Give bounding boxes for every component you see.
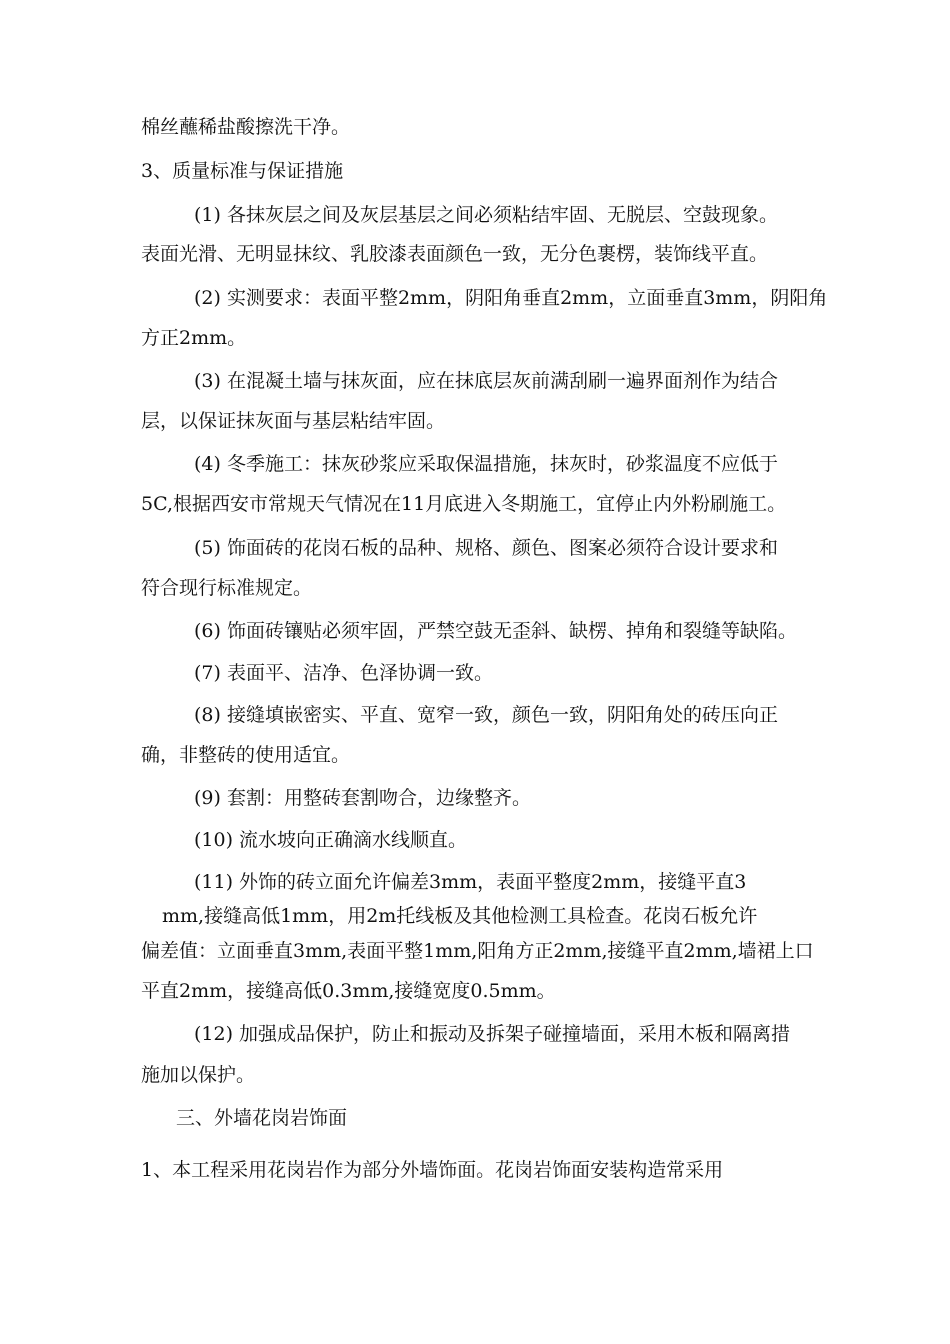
text-line: (8) 接缝填嵌密实、平直、宽窄一致，颜色一致，阴阳角处的砖压向正: [194, 704, 778, 726]
text-line: (4) 冬季施工：抹灰砂浆应采取保温措施，抹灰时，砂浆温度不应低于: [194, 453, 778, 475]
text-line: (10) 流水坡向正确滴水线顺直。: [194, 829, 468, 851]
text-line: (12) 加强成品保护，防止和振动及拆架子碰撞墙面，采用木板和隔离措: [194, 1023, 791, 1045]
text-line: 符合现行标准规定。: [141, 577, 313, 599]
text-line: (6) 饰面砖镶贴必须牢固，严禁空鼓无歪斜、缺楞、掉角和裂缝等缺陷。: [194, 620, 797, 642]
text-line: 表面光滑、无明显抹纹、乳胶漆表面颜色一致，无分色裹楞，装饰线平直。: [141, 243, 769, 265]
text-line: 5C,根据西安市常规天气情况在11月底进入冬期施工，宜停止内外粉刷施工。: [141, 493, 787, 515]
text-line: 棉丝蘸稀盐酸擦洗干净。: [141, 116, 351, 138]
text-line: (11) 外饰的砖立面允许偏差3mm，表面平整度2mm，接缝平直3: [194, 871, 747, 893]
text-line: mm,接缝高低1mm，用2m托线板及其他检测工具检查。花岗石板允许: [162, 905, 758, 927]
text-line: (7) 表面平、洁净、色泽协调一致。: [194, 662, 493, 684]
text-line: 施加以保护。: [141, 1064, 256, 1086]
text-line: 平直2mm，接缝高低0.3mm,接缝宽度0.5mm。: [141, 980, 556, 1002]
text-line: (5) 饰面砖的花岗石板的品种、规格、颜色、图案必须符合设计要求和: [194, 537, 778, 559]
text-line: 确，非整砖的使用适宜。: [141, 744, 351, 766]
section-heading: 三、外墙花岗岩饰面: [176, 1107, 348, 1129]
section-heading: 3、质量标准与保证措施: [141, 160, 344, 182]
section-heading: 1、本工程采用花岗岩作为部分外墙饰面。花岗岩饰面安装构造常采用: [141, 1159, 724, 1181]
text-line: (1) 各抹灰层之间及灰层基层之间必须粘结牢固、无脱层、空鼓现象。: [194, 204, 778, 226]
text-line: (3) 在混凝土墙与抹灰面，应在抹底层灰前满刮刷一遍界面剂作为结合: [194, 370, 778, 392]
text-line: (2) 实测要求：表面平整2mm，阴阳角垂直2mm，立面垂直3mm，阴阳角: [194, 287, 828, 309]
text-line: 偏差值：立面垂直3mm,表面平整1mm,阳角方正2mm,接缝平直2mm,墙裙上口: [141, 940, 814, 962]
text-line: 层，以保证抹灰面与基层粘结牢固。: [141, 410, 446, 432]
text-line: (9) 套割：用整砖套割吻合，边缘整齐。: [194, 787, 531, 809]
text-line: 方正2mm。: [141, 327, 247, 349]
